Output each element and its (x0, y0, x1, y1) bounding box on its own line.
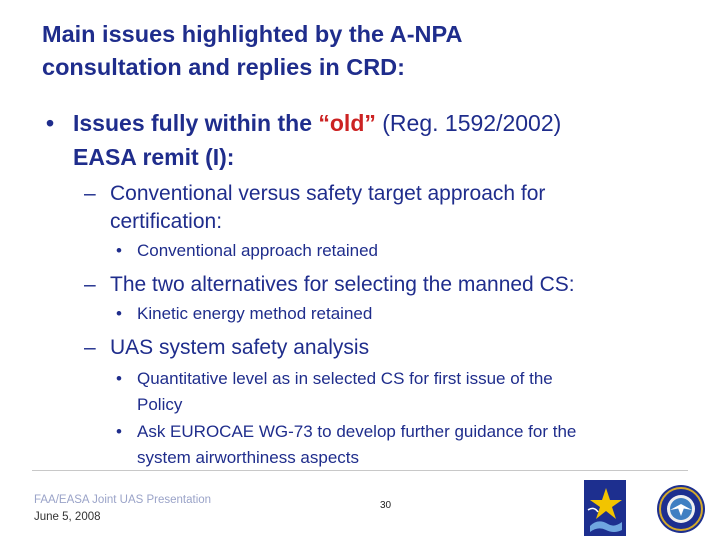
sub-item-line-2: certification: (110, 210, 223, 233)
sub-sub-text: Conventional approach retained (137, 241, 379, 260)
bullet-marker: • (116, 422, 122, 441)
bullet-line-2: EASA remit (I): (73, 144, 235, 170)
faa-seal (656, 484, 706, 534)
footer-divider (32, 470, 688, 471)
footer-date: June 5, 2008 (34, 511, 101, 523)
sub-sub-text-line-1: Ask EUROCAE WG-73 to develop further guidance for the (137, 422, 577, 441)
bullet-marker: • (116, 304, 122, 323)
bullet-prefix: Issues fully within the (73, 110, 319, 136)
sub-sub-text-line-1: Quantitative level as in selected CS for first issue of the (137, 369, 553, 388)
slide-title (42, 18, 682, 84)
bullet-marker: • (116, 241, 122, 260)
dash-marker: – (84, 182, 96, 205)
sub-sub-text: Kinetic energy method retained (137, 304, 373, 323)
sub-item-line-1: UAS system safety analysis (110, 336, 370, 359)
dash-marker: – (84, 336, 96, 359)
dash-marker: – (84, 273, 96, 296)
bullet-line-1 (73, 107, 561, 140)
sub-sub-text-line-2: Policy (137, 395, 183, 414)
easa-logo (584, 480, 626, 536)
sub-sub-text-line-2: system airworthiness aspects (137, 448, 360, 467)
bullet-marker: • (46, 110, 55, 136)
bullet-highlight-old: “old” (318, 110, 376, 136)
footer-organization: FAA/EASA Joint UAS Presentation (34, 494, 212, 506)
footer-info (34, 492, 294, 526)
sub-item-line-1: The two alternatives for selecting the manned CS: (110, 273, 575, 296)
page-number: 30 (380, 500, 392, 511)
sub-item-line-1: Conventional versus safety target approach for (110, 182, 546, 205)
title-line-1: Main issues highlighted by the A-NPA (42, 21, 463, 47)
bullet-marker: • (116, 369, 122, 388)
title-line-2: consultation and replies in CRD: (42, 54, 405, 80)
bullet-regulation: (Reg. 1592/2002) (375, 110, 562, 136)
